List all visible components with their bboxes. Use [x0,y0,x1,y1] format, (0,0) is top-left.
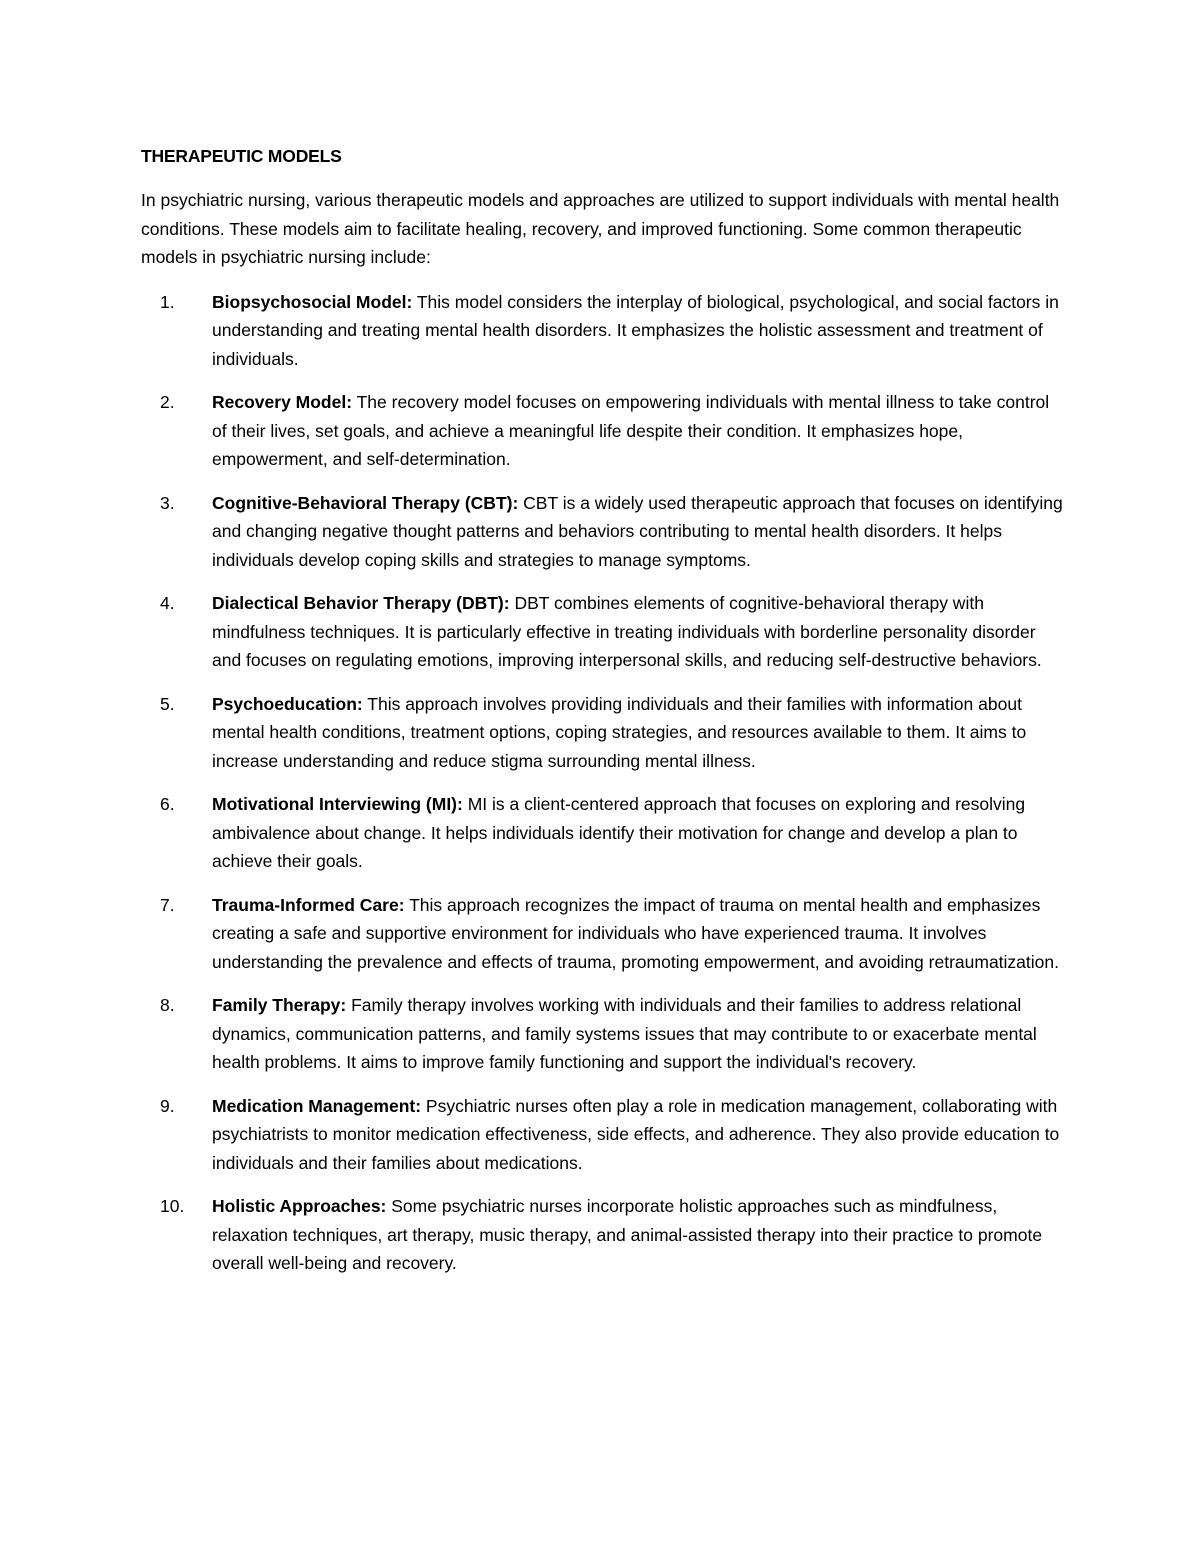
model-description: Family therapy involves working with individuals and their families to address relational dynamics, communication patterns, and family systems issues that may contribute to or exacerbate mental health problems. It aims to improve family functioning and support the individual's recovery. [212,995,1037,1072]
list-item-number: 4. [160,593,175,613]
list-item [141,489,1066,575]
model-name: Medication Management: [212,1095,422,1116]
model-description: Psychiatric nurses often play a role in medication management, collaborating with psychiatrists to monitor medication effectiveness, side effects, and adherence. They also provide education to individuals and their families about medications. [212,1095,1060,1173]
list-item [141,790,1066,876]
list-item-number: 9. [160,1095,175,1116]
list-item-number: 6. [160,794,175,814]
list-item-number: 5. [160,693,175,714]
model-description: Some psychiatric nurses incorporate holistic approaches such as mindfulness, relaxation techniques, art therapy, music therapy, and animal-assisted therapy into their practice to promote overall well-being and recovery. [212,1196,1043,1273]
model-name: Family Therapy: [212,995,347,1015]
list-item [141,388,1066,474]
intro-paragraph: In psychiatric nursing, various therapeutic models and approaches are utilized to support individuals with mental health conditions. These models aim to facilitate healing, recovery, and improved functioning. Some common therapeutic models in psychiatric nursing include: [141,190,1060,267]
model-description: DBT combines elements of cognitive-behavioral therapy with mindfulness techniques. It is particularly effective in treating individuals with borderline personality disorder and focuses on regulating emotions, improving interpersonal skills, and reducing self-destructive behaviors. [212,593,1042,670]
list-item-number: 1. [160,291,175,312]
list-item [141,1092,1066,1178]
model-name: Dialectical Behavior Therapy (DBT): [212,593,510,613]
list-item-number: 8. [160,995,175,1015]
model-description: CBT is a widely used therapeutic approach that focuses on identifying and changing negative thought patterns and behaviors contributing to mental health disorders. It helps individuals develop coping skills and strategies to manage symptoms. [212,492,1063,570]
model-description: This model considers the interplay of biological, psychological, and social factors in understanding and treating mental health disorders. It emphasizes the holistic assessment and treatment of individuals. [212,291,1059,369]
list-item [141,891,1066,977]
model-description: MI is a client-centered approach that focuses on exploring and resolving ambivalence about change. It helps individuals identify their motivation for change and develop a plan to achieve their goals. [212,794,1026,871]
document-title: THERAPEUTIC MODELS [141,146,342,166]
model-name: Holistic Approaches: [212,1196,387,1216]
model-name: Psychoeducation: [212,693,363,714]
therapeutic-models-list [141,288,1066,1278]
list-item [141,991,1066,1077]
document-body [141,142,1066,1293]
model-description: This approach recognizes the impact of trauma on mental health and emphasizes creating a safe and supportive environment for individuals who have experienced trauma. It involves understanding the prevalence and effects of trauma, promoting empowerment, and avoiding retraumatization. [212,894,1059,972]
model-name: Cognitive-Behavioral Therapy (CBT): [212,492,519,513]
list-item [141,288,1066,374]
list-item-number: 2. [160,392,175,412]
model-name: Biopsychosocial Model: [212,291,413,312]
model-name: Motivational Interviewing (MI): [212,794,463,814]
model-description: The recovery model focuses on empowering individuals with mental illness to take control of their lives, set goals, and achieve a meaningful life despite their condition. It emphasizes hope, empowerment, and self-determination. [212,392,1050,469]
model-description: This approach involves providing individuals and their families with information about mental health conditions, treatment options, coping strategies, and resources available to them. It aims to increase understanding and reduce stigma surrounding mental illness. [212,693,1027,771]
model-name: Recovery Model: [212,392,353,412]
list-item [141,1192,1066,1278]
list-item [141,690,1066,776]
list-item-number: 3. [160,492,175,513]
list-item [141,589,1066,675]
list-item-number: 10. [160,1196,185,1216]
model-name: Trauma-Informed Care: [212,894,405,915]
list-item-number: 7. [160,894,175,915]
